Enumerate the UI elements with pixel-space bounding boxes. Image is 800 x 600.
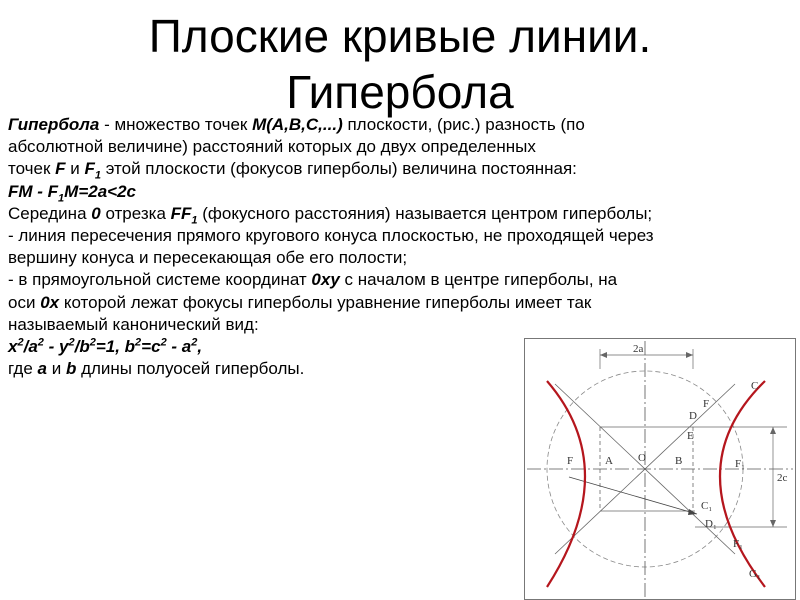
arrow-icon (600, 352, 607, 358)
coord-system: 0xy (311, 270, 340, 290)
superscript: 2 (135, 336, 142, 349)
text-span: /a (23, 337, 38, 357)
label-C: C (751, 380, 759, 392)
text-span: - a (166, 337, 192, 357)
superscript: 2 (160, 336, 167, 349)
text-span: =c (141, 337, 161, 357)
arrow-icon (686, 352, 693, 358)
text-span: оси (8, 292, 41, 312)
text-span: x (8, 337, 18, 357)
text-span: M=2a<2c (64, 181, 137, 201)
text-line-10: называемый канонический вид: (8, 314, 259, 334)
text-line-7: вершину конуса и пересекающая обе его полости; (8, 248, 408, 268)
term-hyperbola: Гипербола (8, 115, 100, 134)
segment-ff1 (170, 203, 198, 227)
text-span: точек (8, 159, 56, 179)
arrow-icon (688, 509, 697, 515)
text-line-8 (8, 269, 788, 291)
label-F-upper: F (703, 398, 710, 410)
text-span: FM - F (8, 181, 59, 201)
superscript: 2 (37, 336, 44, 349)
subscript: 1 (94, 169, 102, 182)
text-span: - y (43, 337, 69, 357)
hyperbola-diagram (525, 339, 795, 599)
label-F: F (567, 455, 574, 467)
label-F1-lower: F₁ (733, 538, 743, 550)
superscript: 2 (191, 336, 198, 349)
text-span: - множество точек (99, 115, 253, 134)
text-span: F (84, 159, 95, 179)
label-G1: G₁ (749, 568, 761, 580)
text-span: (фокусного расстояния) называется центром гиперболы; (197, 203, 653, 223)
var-b: b (65, 359, 77, 379)
superscript: 2 (68, 336, 75, 349)
text-line-5 (8, 203, 788, 225)
label-D1: D₁ (705, 518, 717, 530)
text-span: где (8, 359, 38, 379)
text-span: =1, b (95, 337, 136, 357)
label-2c: 2c (777, 472, 788, 484)
label-A: A (605, 455, 613, 467)
label-B: B (675, 455, 683, 467)
label-2a: 2a (633, 343, 644, 355)
label-C1: C₁ (701, 500, 713, 512)
slide-title (0, 8, 800, 120)
hyperbola-left-branch (547, 381, 585, 587)
title-line-1: Плоские кривые линии. (148, 10, 652, 62)
text-line-4-formula (8, 181, 788, 203)
text-span: которой лежат фокусы гиперболы уравнение гиперболы имеет так (59, 292, 592, 312)
text-line-6: - линия пересечения прямого кругового конуса плоскостью, не проходящей через (8, 226, 654, 246)
text-line-2: абсолютной величине) расстояний которых до двух определенных (8, 137, 536, 157)
text-span: Середина (8, 203, 92, 223)
text-span: FF (170, 203, 192, 223)
superscript: 2 (17, 336, 24, 349)
var-a: a (37, 359, 48, 379)
text-span: с началом в центре гиперболы, на (339, 270, 618, 290)
focus-f1 (84, 159, 102, 182)
text-span: плоскости, (рис.) разность (по (342, 115, 585, 134)
arrow-icon (770, 520, 776, 527)
superscript: 2 (89, 336, 96, 349)
axis-ox: 0x (40, 292, 60, 312)
points-label: M(A,B,C,...) (252, 115, 343, 134)
focal-line (569, 477, 697, 514)
label-F1: F₁ (735, 458, 745, 470)
hyperbola-figure (524, 338, 796, 600)
text-span: , (197, 337, 203, 357)
focus-f: F (55, 159, 66, 179)
text-span: /b (74, 337, 90, 357)
subscript: 1 (191, 214, 198, 227)
center-zero: 0 (91, 203, 101, 223)
label-E: E (687, 430, 694, 442)
text-line-1 (8, 114, 788, 136)
label-O: O (638, 452, 646, 464)
text-span: - в прямоугольной системе координат (8, 270, 312, 290)
text-span: и (65, 159, 85, 179)
text-line-9 (8, 292, 788, 314)
subscript: 1 (58, 192, 65, 204)
text-span: длины полуосей гиперболы. (76, 359, 305, 379)
label-D: D (689, 410, 697, 422)
title-line-2: Гипербола (286, 66, 514, 118)
arrow-icon (770, 427, 776, 434)
text-span: этой плоскости (фокусов гиперболы) величина постоянная: (101, 159, 577, 179)
text-span: и (47, 359, 66, 379)
text-span: отрезка (100, 203, 171, 223)
text-line-3 (8, 158, 788, 180)
hyperbola-right-branch (720, 381, 765, 587)
